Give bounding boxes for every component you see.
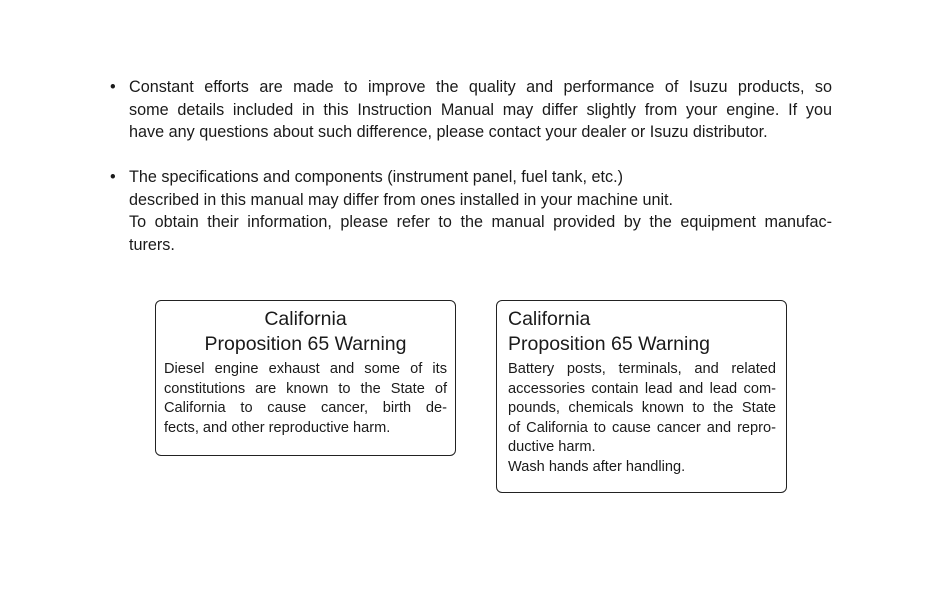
warning-line: Wash hands after handling. <box>508 458 686 475</box>
warning-line: fects, and other reproductive harm. <box>164 419 391 436</box>
paragraph-line: To obtain their information, please refer to the manual provided by the equipment manufac- <box>129 213 832 231</box>
warning-line: of California to cause cancer and repro- <box>508 419 776 436</box>
warning-line: constitutions are known to the State of <box>164 380 447 397</box>
warning-body <box>164 360 447 438</box>
warning-title: California <box>264 308 347 330</box>
warning-line: pounds, chemicals known to the State <box>508 400 776 417</box>
bullet-item-product-improvement <box>110 76 832 144</box>
prop65-warning-box-exhaust <box>155 300 456 456</box>
paragraph-line: described in this manual may differ from ones installed in your machine unit. <box>129 190 674 209</box>
bullet-paragraph <box>129 166 832 256</box>
warning-line: California to cause cancer, birth de- <box>164 400 447 417</box>
bullet-item-specifications <box>110 166 832 256</box>
paragraph-line: some details included in this Instruction Manual may differ slightly from your engine. If you <box>129 100 832 119</box>
paragraph-line: turers. <box>129 235 175 254</box>
paragraph-line: have any questions about such difference, please contact your dealer or Isuzu distributor. <box>129 123 768 141</box>
paragraph-line: Constant efforts are made to improve the quality and performance of Isuzu products, so <box>129 78 832 96</box>
warning-line: accessories contain lead and lead com- <box>508 380 776 397</box>
warning-subtitle: Proposition 65 Warning <box>204 333 407 355</box>
bullet-paragraph <box>129 76 832 144</box>
warning-body <box>505 360 778 478</box>
warning-subtitle: Proposition 65 Warning <box>508 333 710 355</box>
paragraph-line: The specifications and components (instrument panel, fuel tank, etc.) <box>129 168 623 186</box>
warning-title: California <box>508 308 591 330</box>
warning-line: ductive harm. <box>508 439 596 456</box>
warning-line: Diesel engine exhaust and some of its <box>164 361 447 377</box>
prop65-warning-box-battery <box>496 300 787 493</box>
bullet-marker: • <box>110 168 116 186</box>
bullet-marker: • <box>110 78 116 96</box>
warning-line: Battery posts, terminals, and related <box>508 361 776 377</box>
